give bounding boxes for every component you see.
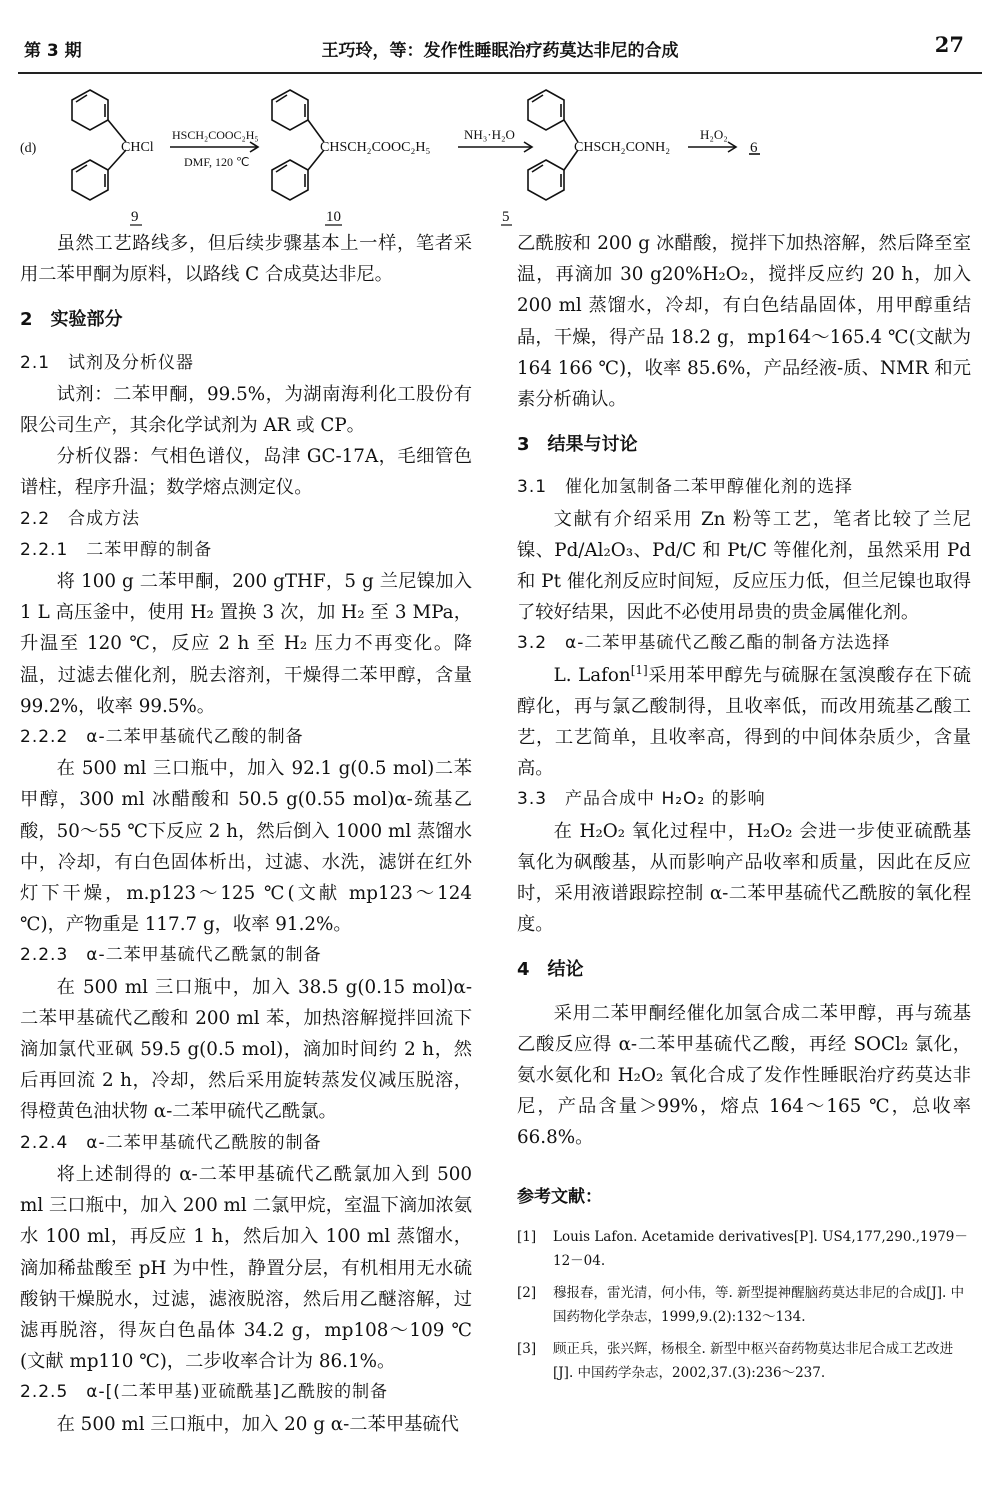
issue-label: 第 3 期 <box>24 41 82 61</box>
scheme-label: (d) <box>20 141 37 156</box>
intro-paragraph: 虽然工艺路线多，但后续步骤基本上一样，笔者采用二苯甲酮为原料，以路线 C 合成莫达非尼。 <box>20 233 472 286</box>
instruments-paragraph: 分析仪器：气相色谱仪，岛津 GC-17A，毛细管色谱柱，程序升温；数学熔点测定仪。 <box>20 446 472 499</box>
reference-number: [3] <box>517 1340 537 1357</box>
reagents-paragraph: 试剂：二苯甲酮，99.5%，为湖南海利化工股份有限公司生产，其余化学试剂为 AR 或 CP。 <box>20 383 472 437</box>
cited-author: L. Lafon <box>553 664 631 686</box>
body-text: 采用苯甲醇先与硫脲在氢溴酸存在下硫醇化，再与氯乙酸制得，且收率低，而改用巯基乙酸工艺，工艺简单，且收率高，得到的中间体杂质少，含量高。 <box>517 664 971 780</box>
conclusion-paragraph: 采用二苯甲酮经催化加氢合成二苯甲醇，再与巯基乙酸反应得 α-二苯甲基硫代乙酸，再经 SOCl₂ 氯化，氨水氨化和 H₂O₂ 氧化合成了发作性睡眠治疗药莫达非尼，产品含量＞99%，熔点 164～165 ℃，总收率 66.8%。 <box>517 1002 971 1149</box>
compound-9-group: CHCl <box>121 140 154 155</box>
references-title: 参考文献： <box>517 1186 602 1207</box>
reference-number: [1] <box>517 1228 537 1245</box>
subsection-heading: 3.3 产品合成中 H₂O₂ 的影响 <box>517 789 766 810</box>
body-paragraph: 在 500 ml 三口瓶中，加入 92.1 g(0.5 mol)二苯甲醇，300 ml 冰醋酸和 50.5 g(0.55 mol)α-巯基乙酸，50～55 ℃下反应 2 h，然后倒入 1000 ml 蒸馏水中，冷却，有白色固体析出，过滤、水洗，滤饼在红外灯下干燥，m.p123～125 ℃(文献 mp123～124 ℃)，产物重是 117.7 g，收率 91.2%。 <box>20 758 472 936</box>
citation-marker: [1] <box>630 662 648 677</box>
subsection-heading: 2.2.1 二苯甲醇的制备 <box>20 539 213 560</box>
product-number: 6 <box>750 140 758 156</box>
reference-item <box>517 1225 971 1273</box>
right-column <box>517 228 971 1393</box>
benzene-ring <box>72 90 108 130</box>
subsection-heading: 2.1 试剂及分析仪器 <box>20 352 195 373</box>
reaction-scheme-svg <box>18 80 982 230</box>
page-number: 27 <box>934 32 964 57</box>
reference-text: Louis Lafon. Acetamide derivatives[P]. US4,177,290.,1979－12－04. <box>553 1228 968 1269</box>
body-paragraph: 将 100 g 二苯甲酮，200 gTHF，5 g 兰尼镍加入 1 L 高压釜中，使用 H₂ 置换 3 次，加 H₂ 至 3 MPa，升温至 120 ℃，反应 2 h 至 H₂ 压力不再变化。降温，过滤去催化剂，脱去溶剂，干燥得二苯甲醇，含量 99.2%，收率 99.5%。 <box>20 571 472 717</box>
reference-item <box>517 1337 971 1385</box>
body-paragraph: 在 500 ml 三口瓶中，加入 38.5 g(0.15 mol)α-二苯甲基硫代乙酸和 200 ml 苯，加热溶解搅拌回流下滴加氯代亚砜 59.5 g(0.5 mol)，滴加时间约 2 h，然后再回流 2 h，冷却，然后采用旋转蒸发仪减压脱溶，得橙黄色油状物 α-二苯甲硫代乙酰氯。 <box>20 976 472 1123</box>
reagent-1-bottom: DMF, 120 ℃ <box>184 155 250 169</box>
subsection-heading: 2.2 合成方法 <box>20 508 141 529</box>
compound-10-group: CHSCH₂COOC₂H₅ <box>320 140 431 155</box>
benzene-ring <box>528 160 564 200</box>
page-header <box>18 20 982 74</box>
compound-5-group: CHSCH₂CONH₂ <box>574 140 671 155</box>
body-paragraph <box>517 660 971 785</box>
benzene-ring <box>272 160 308 200</box>
benzene-ring <box>272 90 308 130</box>
body-paragraph: 文献有介绍采用 Zn 粉等工艺，笔者比较了兰尼镍、Pd/Al₂O₃、Pd/C 和 Pt/C 等催化剂，虽然采用 Pd 和 Pt 催化剂反应时间短，反应压力低，但兰尼镍也取得了较好结果，因此不必使用昂贵的贵金属催化剂。 <box>517 508 971 624</box>
subsection-heading: 2.2.5 α-[(二苯甲基)亚硫酰基]乙酰胺的制备 <box>20 1382 389 1403</box>
benzene-ring <box>528 90 564 130</box>
subsection-heading: 2.2.2 α-二苯甲基硫代乙酸的制备 <box>20 727 304 748</box>
reagent-1-top: HSCH₂COOC₂H₅ <box>172 128 259 142</box>
compound-10-number: 10 <box>326 209 341 225</box>
benzene-ring <box>72 160 108 200</box>
reagent-2-top: NH₃·H₂O <box>464 127 515 142</box>
reaction-scheme <box>18 80 982 230</box>
section-heading: 4 结论 <box>517 959 584 981</box>
subsection-heading: 3.2 α-二苯甲基硫代乙酸乙酯的制备方法选择 <box>517 633 891 654</box>
subsection-heading: 2.2.4 α-二苯甲基硫代乙酰胺的制备 <box>20 1132 322 1153</box>
body-paragraph: 在 H₂O₂ 氧化过程中，H₂O₂ 会进一步使亚硫酰基氧化为砜酸基，从而影响产品收率和质量，因此在反应时，采用液谱跟踪控制 α-二苯甲基硫代乙酰胺的氧化程度。 <box>517 820 971 936</box>
reference-text: 顾正兵，张兴辉，杨根全. 新型中枢兴奋药物莫达非尼合成工艺改进[J]. 中国药学杂志，2002,37.(3):236～237. <box>553 1340 954 1381</box>
left-column <box>20 228 472 1440</box>
section-heading: 3 结果与讨论 <box>517 434 638 456</box>
reference-item <box>517 1281 971 1329</box>
compound-5-number: 5 <box>502 209 510 225</box>
body-paragraph: 在 500 ml 三口瓶中，加入 20 g α-二苯甲基硫代 <box>56 1413 459 1435</box>
subsection-heading: 3.1 催化加氢制备二苯甲醇催化剂的选择 <box>517 477 854 498</box>
section-heading: 2 实验部分 <box>20 309 123 331</box>
subsection-heading: 2.2.3 α-二苯甲基硫代乙酰氯的制备 <box>20 945 322 966</box>
body-paragraph: 将上述制得的 α-二苯甲基硫代乙酰氯加入到 500 ml 三口瓶中，加入 200 ml 二氯甲烷，室温下滴加浓氨水 100 ml，再反应 1 h，然后加入 100 ml 蒸馏水，滴加稀盐酸至 pH 为中性，静置分层，有机相用无水硫酸钠干燥脱水，过滤，滤液脱溶，然后用乙醚溶解，过滤再脱溶，得灰白色晶体 34.2 g，mp108～109 ℃(文献 mp110 ℃)，二步收率合计为 86.1%。 <box>20 1163 472 1373</box>
body-paragraph: 乙酰胺和 200 g 冰醋酸，搅拌下加热溶解，然后降至室温，再滴加 30 g20%H₂O₂，搅拌反应约 20 h，加入 200 ml 蒸馏水，冷却，有白色结晶固体，用甲醇重结晶，干燥，得产品 18.2 g，mp164～165.4 ℃(文献为 164 166 ℃)，收率 85.6%，产品经液-质、NMR 和元素分析确认。 <box>517 233 971 411</box>
reference-number: [2] <box>517 1284 537 1301</box>
reagent-3-top: H₂O₂ <box>700 127 728 142</box>
running-title: 王巧玲，等：发作性睡眠治疗药莫达非尼的合成 <box>321 41 679 61</box>
compound-9-number: 9 <box>131 209 139 225</box>
reference-text: 穆报春，雷光清，何小伟，等. 新型提神醒脑药莫达非尼的合成[J]. 中国药物化学杂志，1999,9.(2):132～134. <box>553 1284 965 1325</box>
